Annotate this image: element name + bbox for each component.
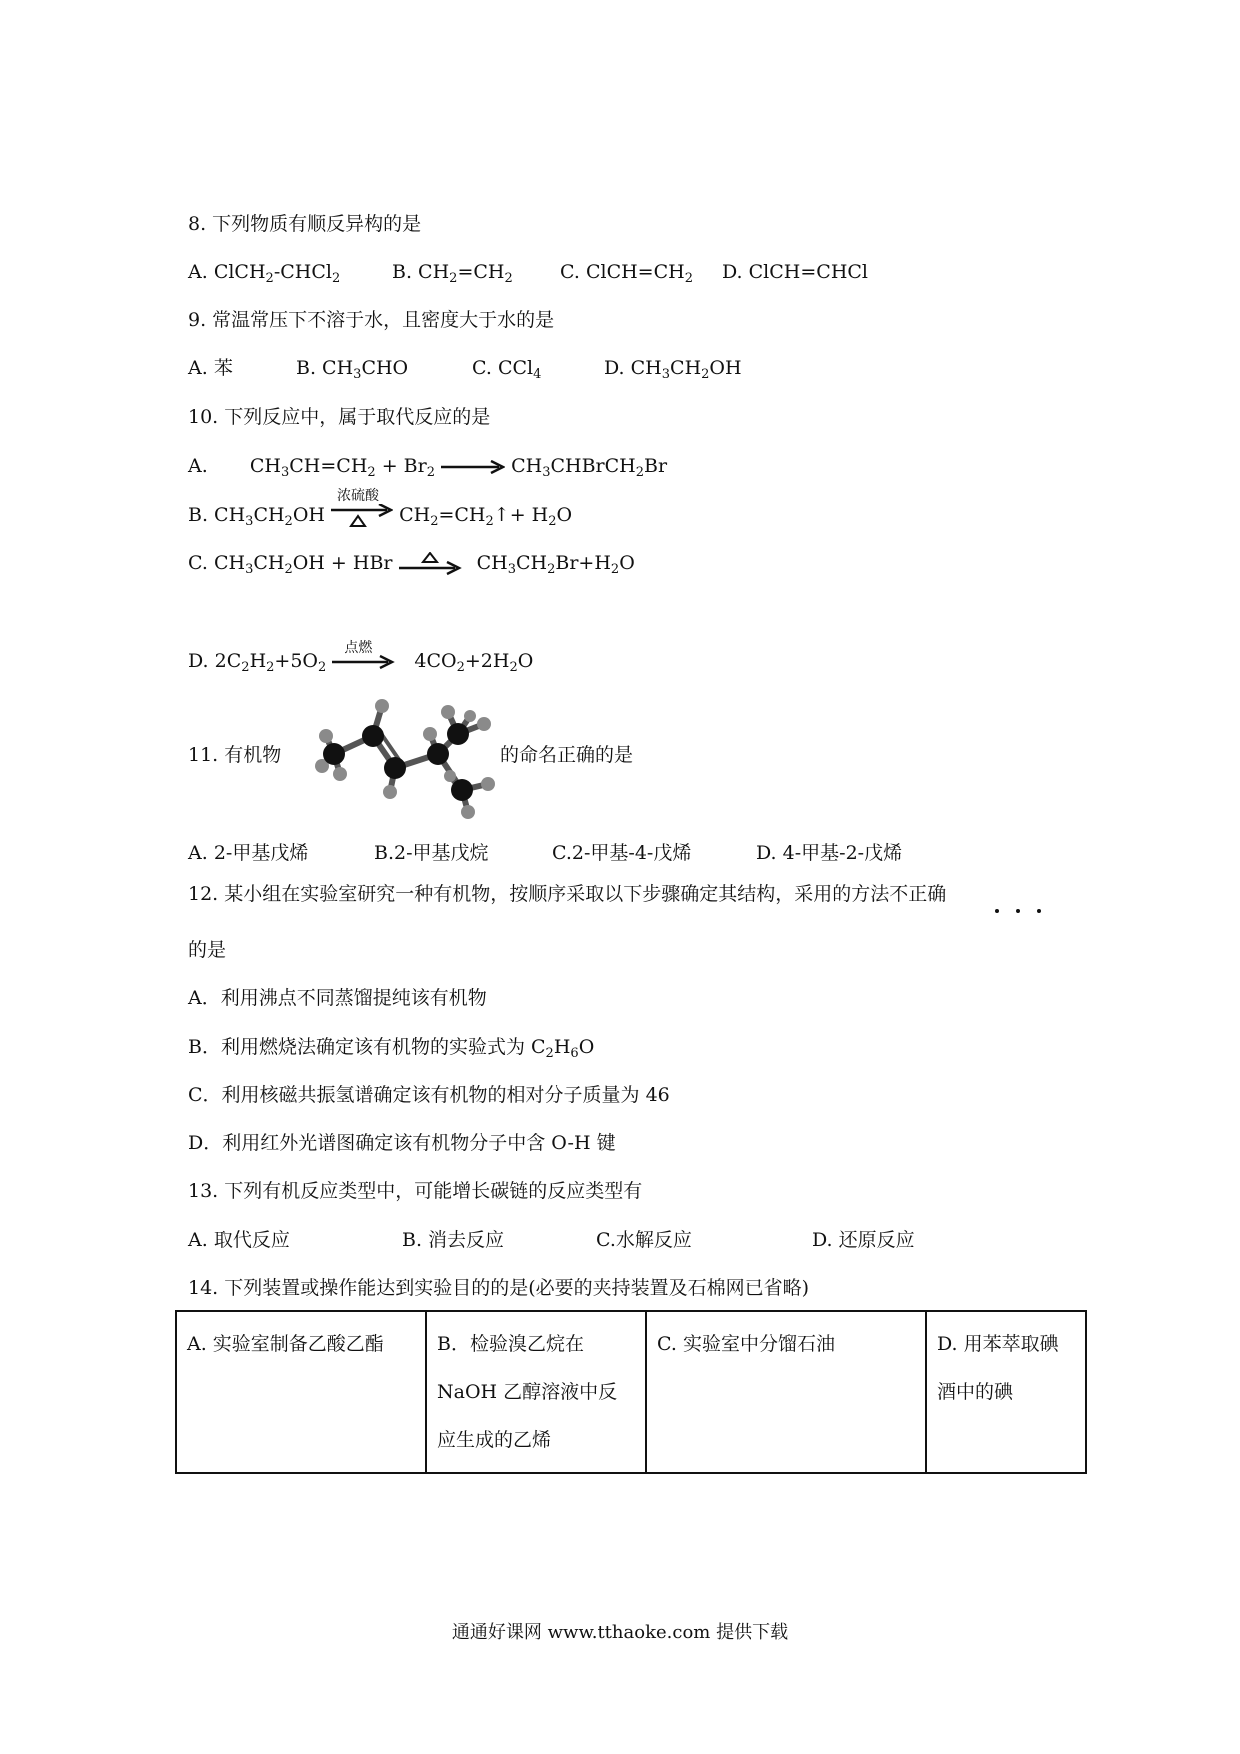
q8-stem: 8. 下列物质有顺反异构的是 <box>188 213 422 235</box>
q10-b-reactants: $CH_3CH_2OH$ <box>214 504 325 529</box>
q9-option-b: B. $CH_3CHO$ <box>296 357 409 382</box>
q10-a-products: $CH_3CHBrCH_2Br$ <box>511 455 668 480</box>
q13-option-c: C.水解反应 <box>596 1229 692 1251</box>
q14-option-a: A. 实验室制备乙酸乙酯 <box>176 1311 426 1473</box>
q14-option-d: D. 用苯萃取碘酒中的碘 <box>926 1311 1086 1473</box>
q11-option-c: C.2-甲基-4-戊烯 <box>552 842 692 864</box>
q10-option-b <box>188 488 573 529</box>
q14-stem: 14. 下列装置或操作能达到实验目的的是(必要的夹持装置及石棉网已省略) <box>188 1277 810 1299</box>
q10-b-condition: 浓硫酸 <box>337 488 380 504</box>
q10-c-products: $CH_3CH_2Br+H_2O$ <box>476 552 635 577</box>
emphasis-dot <box>995 909 999 913</box>
q12-option-a: A．利用沸点不同蒸馏提纯该有机物 <box>188 987 487 1009</box>
q13-option-a: A. 取代反应 <box>188 1229 290 1251</box>
q9-option-d: D. $CH_3CH_2OH$ <box>604 357 742 382</box>
q10-d-condition: 点燃 <box>344 640 373 656</box>
q10-b-products: $CH_2=CH_2↑+ H_2O$ <box>399 504 573 529</box>
q9-stem: 9. 常温常压下不溶于水，且密度大于水的是 <box>188 309 555 331</box>
reaction-arrow-icon <box>399 552 463 576</box>
reaction-arrow-icon <box>332 650 396 674</box>
q10-c-reactants: $CH_3CH_2OH$ + HBr <box>213 552 393 577</box>
q10-d-reactants: $2C_2H_2+5O_2$ <box>214 650 327 675</box>
q13-option-b: B. 消去反应 <box>402 1229 505 1251</box>
q8-option-d: D. ClCH=CHCl <box>722 261 869 283</box>
q14-options-table <box>175 1310 1087 1474</box>
q8-option-c: C. $ClCH=CH_2$ <box>560 261 693 286</box>
reaction-arrow-icon <box>441 460 505 474</box>
q10-d-label: D. <box>188 650 215 672</box>
q10-option-d <box>188 640 534 675</box>
q10-a-reactants: $CH_3CH=CH_2 + Br_2$ <box>249 455 435 480</box>
q10-stem: 10. 下列反应中，属于取代反应的是 <box>188 406 491 428</box>
q10-b-label: B. <box>188 504 215 526</box>
q14-option-c: C. 实验室中分馏石油 <box>646 1311 926 1473</box>
q13-stem: 13. 下列有机反应类型中，可能增长碳链的反应类型有 <box>188 1180 643 1202</box>
q11-option-b: B.2-甲基戊烷 <box>374 842 489 864</box>
q11-option-a: A. 2-甲基戊烯 <box>188 842 309 864</box>
q12-stem-line2: 的是 <box>188 939 227 961</box>
q11-stem-after: 的命名正确的是 <box>500 744 634 766</box>
q12-stem-line1: 12. 某小组在实验室研究一种有机物，按顺序采取以下步骤确定其结构，采用的方法不正确 <box>188 883 947 905</box>
q8-option-b: B. $CH_2=CH_2$ <box>392 261 513 286</box>
q8-option-a: A. ClCH$_2$-CHCl$_2$ <box>188 261 341 286</box>
q14-option-b: B．检验溴乙烷在 NaOH 乙醇溶液中反应生成的乙烯 <box>426 1311 646 1473</box>
q9-option-c: C. CCl$_4$ <box>472 357 542 382</box>
q12-option-b: B．利用燃烧法确定该有机物的实验式为 $C_2H_6O$ <box>188 1036 595 1061</box>
q10-c-label: C. <box>188 552 214 574</box>
q11-stem-before: 11. 有机物 <box>188 744 282 766</box>
q12-option-c: C．利用核磁共振氢谱确定该有机物的相对分子质量为 46 <box>188 1084 670 1106</box>
q10-option-c <box>188 551 635 576</box>
q10-a-label: A. <box>188 455 208 477</box>
emphasis-dot <box>1037 909 1041 913</box>
page-footer: 通通好课网 www.tthaoke.com 提供下载 <box>451 1622 789 1643</box>
q13-option-d: D. 还原反应 <box>812 1229 915 1251</box>
q9-option-a: A. 苯 <box>188 357 233 379</box>
ball-and-stick-molecule-icon <box>300 694 530 822</box>
reaction-arrow-icon <box>331 504 393 528</box>
q12-option-d: D．利用红外光谱图确定该有机物分子中含 O-H 键 <box>188 1132 616 1154</box>
q10-option-a <box>188 454 667 478</box>
emphasis-dot <box>1016 909 1020 913</box>
q11-option-d: D. 4-甲基-2-戊烯 <box>756 842 903 864</box>
q10-d-products: $4CO_2+2H_2O$ <box>414 650 534 675</box>
